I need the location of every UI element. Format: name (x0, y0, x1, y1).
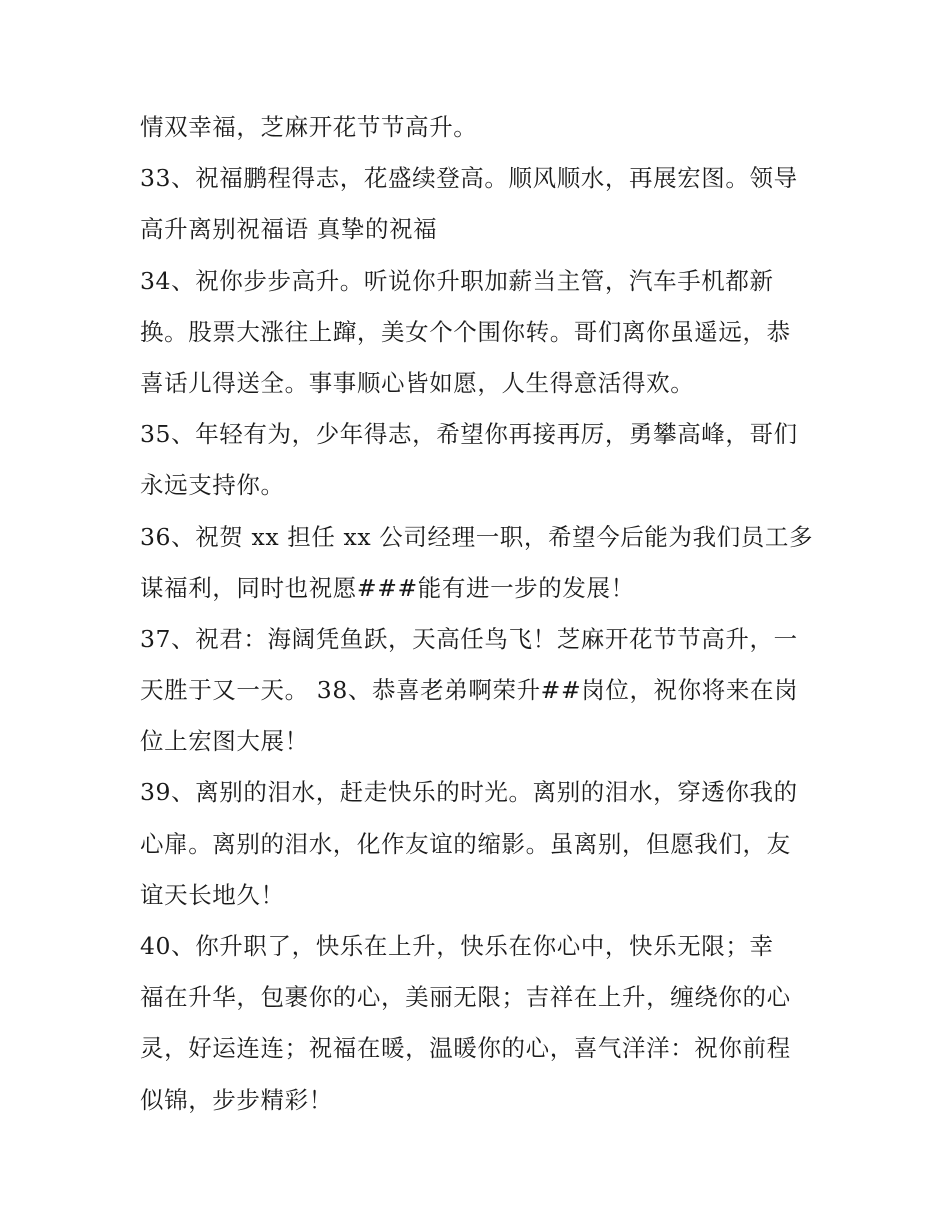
text-line: 情双幸福，芝麻开花节节高升。 (140, 113, 478, 141)
text-line: 福在升华，包裹你的心，美丽无限；吉祥在上升，缠绕你的心 (140, 983, 791, 1012)
text-line: 40、你升职了，快乐在上升，快乐在你心中，快乐无限；幸 (140, 932, 774, 960)
text-line: 35、年轻有为，少年得志，希望你再接再厉，勇攀高峰，哥们 (140, 420, 798, 449)
text-line: 36、祝贺 xx 担任 xx 公司经理一职，希望今后能为我们员工多 (140, 522, 814, 551)
text-line: 37、祝君：海阔凭鱼跃，天高任鸟飞！芝麻开花节节高升，一 (140, 624, 798, 653)
text-line: 谋福利，同时也祝愿###能有进一步的发展！ (140, 573, 635, 602)
text-line: 谊天长地久！ (140, 880, 285, 909)
text-line: 天胜于又一天。 38、恭喜老弟啊荣升##岗位，祝你将来在岗 (140, 676, 799, 705)
text-line: 换。股票大涨往上蹿，美女个个围你转。哥们离你虽遥远，恭 (140, 317, 791, 346)
text-line: 灵，好运连连；祝福在暖，温暖你的心，喜气洋洋：祝你前程 (140, 1034, 791, 1063)
text-line: 心扉。离别的泪水，化作友谊的缩影。虽离别，但愿我们，友 (140, 829, 791, 858)
document-body (140, 102, 812, 1126)
text-line: 似锦，步步精彩！ (140, 1085, 333, 1114)
text-line: 永远支持你。 (140, 471, 285, 500)
text-line: 39、离别的泪水，赶走快乐的时光。离别的泪水，穿透你我的 (140, 778, 798, 807)
text-line: 喜话儿得送全。事事顺心皆如愿，人生得意活得欢。 (140, 368, 695, 397)
text-line: 33、祝福鹏程得志，花盛续登高。顺风顺水，再展宏图。领导 (140, 164, 798, 193)
text-line: 位上宏图大展！ (140, 727, 309, 756)
text-line: 高升离别祝福语 真挚的祝福 (140, 215, 438, 244)
text-line: 34、祝你步步高升。听说你升职加薪当主管，汽车手机都新 (140, 266, 774, 295)
